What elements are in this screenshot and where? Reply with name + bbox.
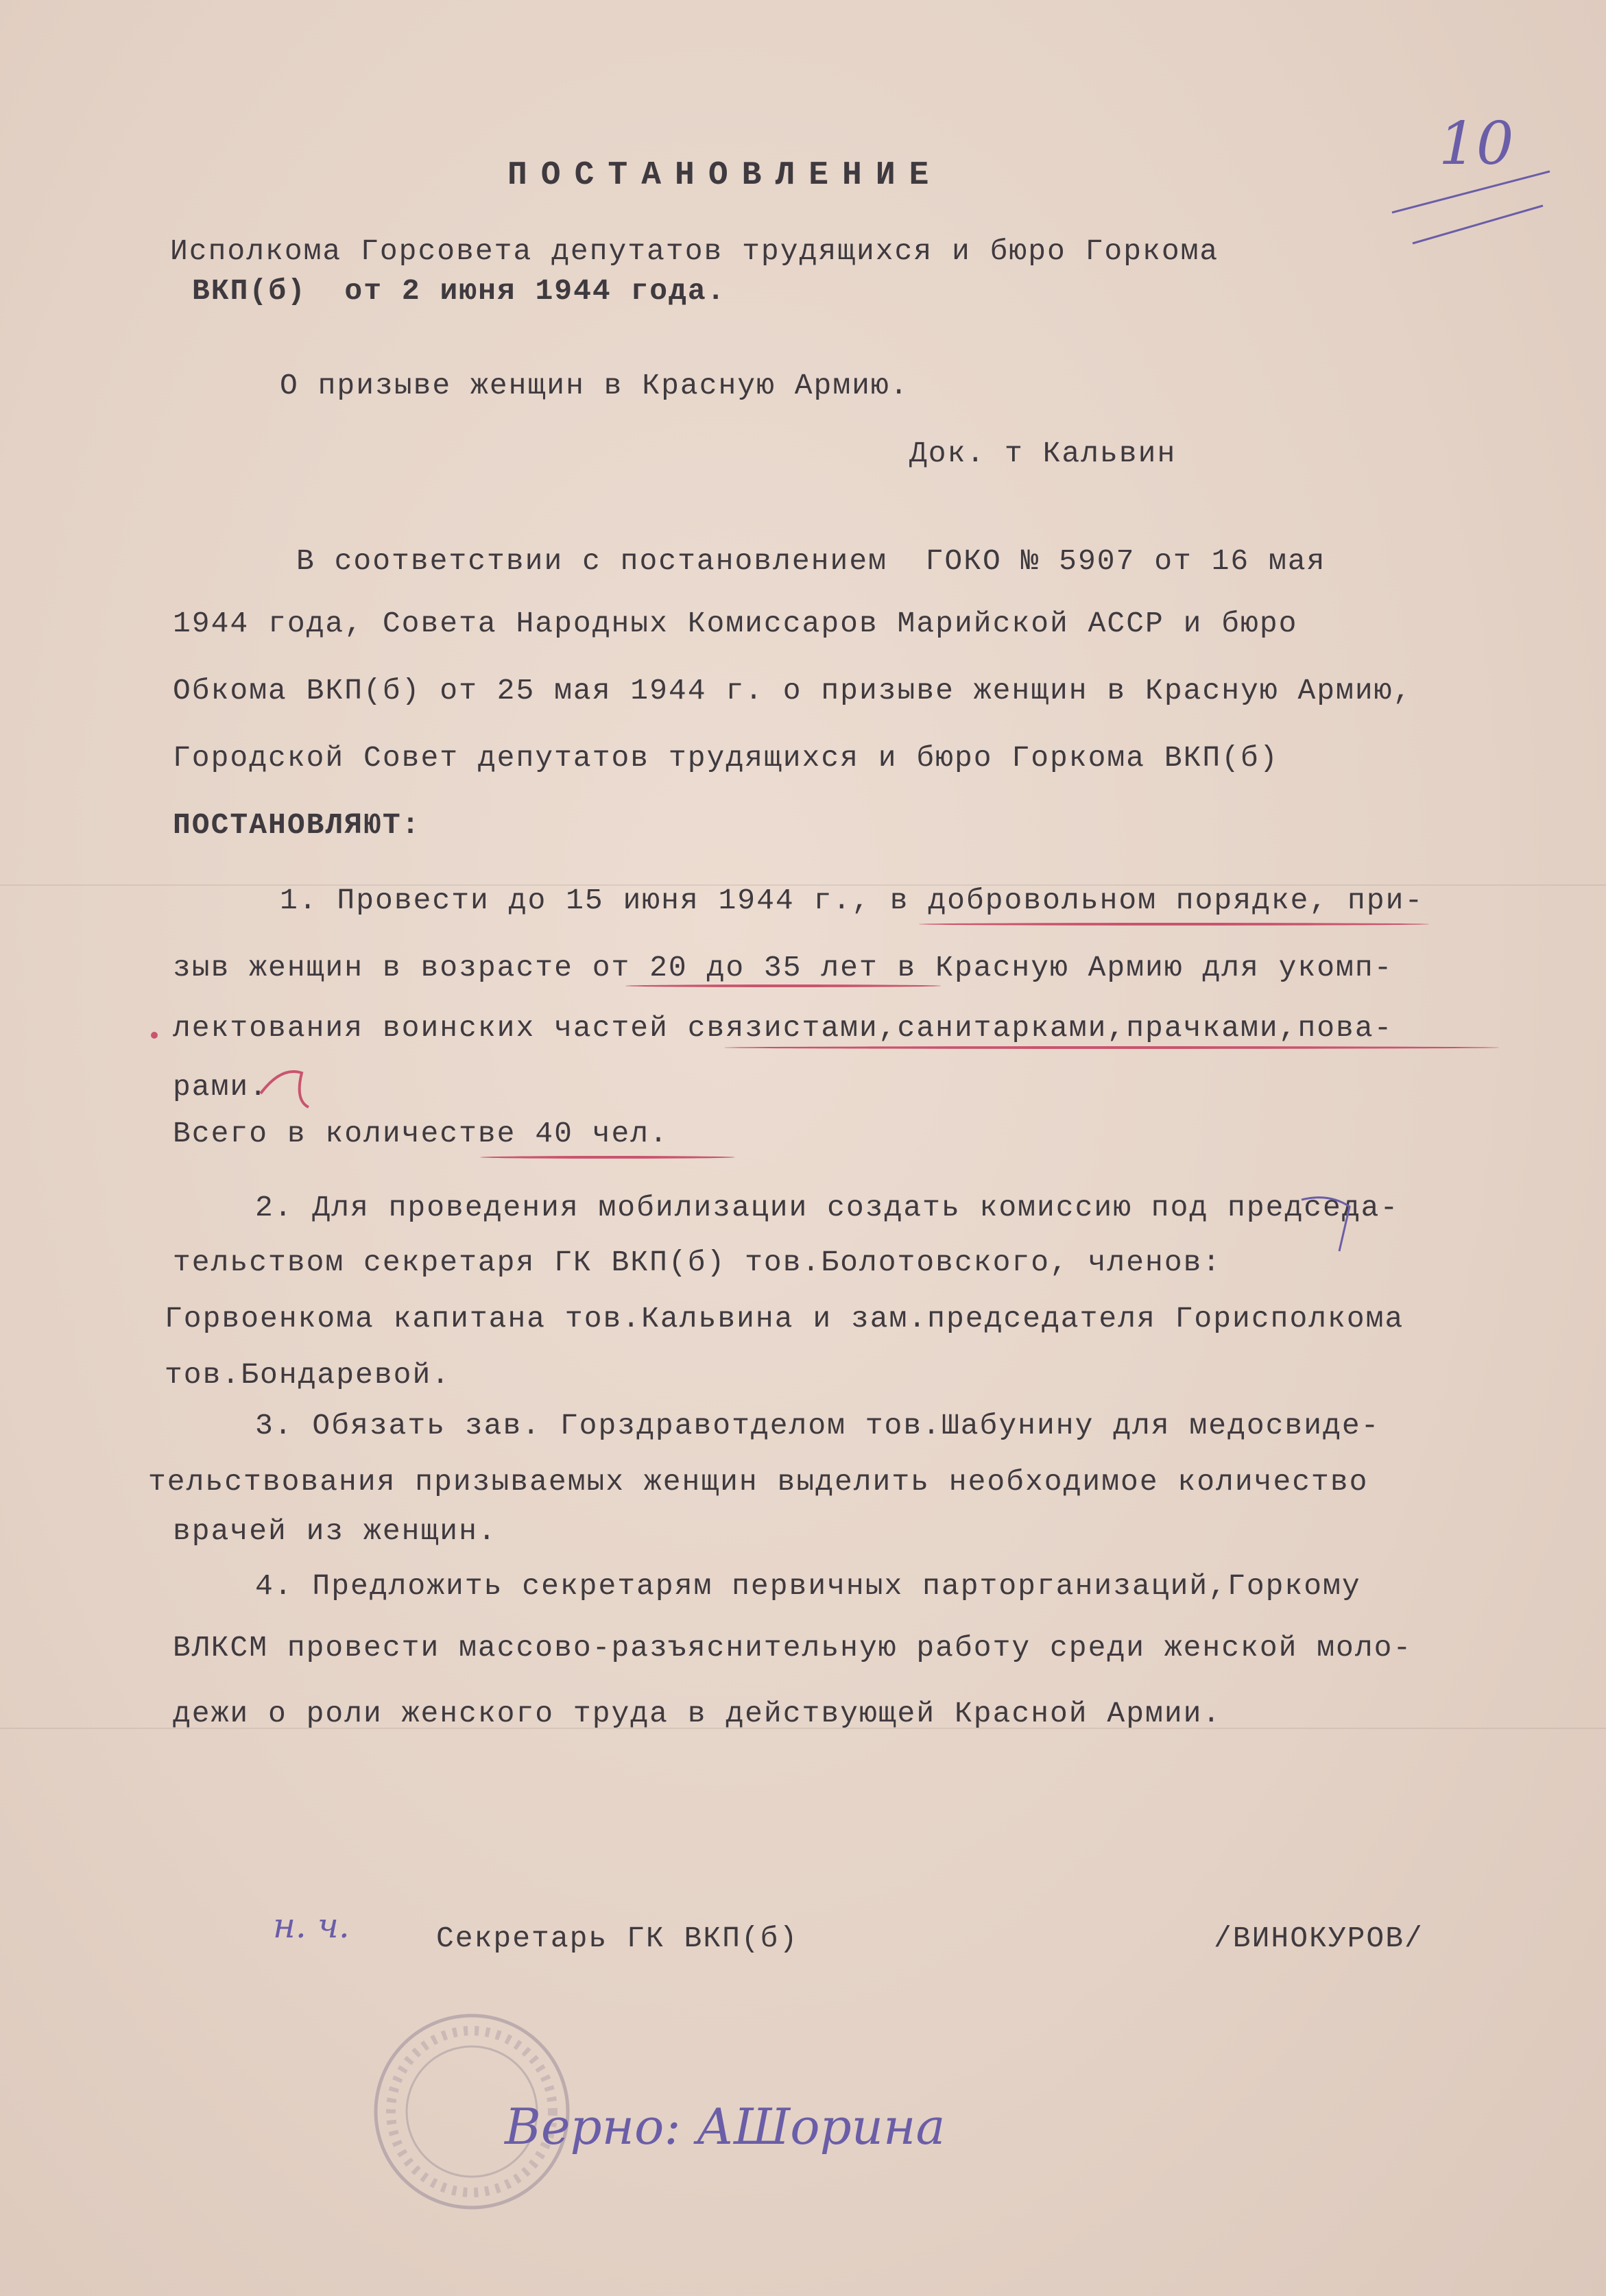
item-1-total: Всего в количестве 40 чел. xyxy=(173,1117,669,1150)
violet-mark xyxy=(1288,1186,1363,1261)
item-1-line: зыв женщин в возрасте от 20 до 35 лет в Красную Армию для укомп- xyxy=(173,951,1393,984)
item-1-line: рами. xyxy=(173,1070,269,1104)
item-4-line: дежи о роли женского труда в действующей Красной Армии. xyxy=(173,1697,1222,1730)
item-1-line: 1. Провести до 15 июня 1944 г., в добровольном порядке, при- xyxy=(280,884,1424,917)
item-4-line: ВЛКСМ провести массово-разъяснительную работу среди женской моло- xyxy=(173,1631,1413,1665)
item-3-line: врачей из женщин. xyxy=(173,1514,497,1548)
verification-handwritten: Верно: АШорина xyxy=(505,2098,946,2155)
red-underline xyxy=(625,984,941,987)
item-4-line: 4. Предложить секретарям первичных парторганизаций,Горкому xyxy=(255,1569,1361,1603)
resolves-heading: ПОСТАНОВЛЯЮТ: xyxy=(173,808,421,842)
red-check-mark xyxy=(254,1059,315,1114)
initials-handwritten: н. ч. xyxy=(273,1906,350,1946)
page-number-handwritten: 10 xyxy=(1439,110,1514,178)
item-2-line: Горвоенкома капитана тов.Кальвина и зам.председателя Горисполкома xyxy=(165,1302,1404,1336)
red-underline xyxy=(724,1046,1499,1049)
red-underline xyxy=(919,923,1429,926)
item-1-line: лектования воинских частей связистами,санитарками,прачками,пова- xyxy=(173,1011,1393,1045)
red-underline xyxy=(480,1156,735,1159)
red-mark xyxy=(137,1022,171,1049)
item-3-line: 3. Обязать зав. Горздравотделом тов.Шабунину для медосвиде- xyxy=(255,1409,1380,1442)
item-2-line: тов.Бондаревой. xyxy=(165,1358,451,1392)
document-title: ПОСТАНОВЛЕНИЕ xyxy=(507,157,943,194)
item-3-line: тельствования призываемых женщин выделить необходимое количество xyxy=(148,1465,1369,1499)
preamble-line: Обкома ВКП(б) от 25 мая 1944 г. о призыве женщин в Красную Армию, xyxy=(173,674,1413,708)
item-2-line: тельством секретаря ГК ВКП(б) тов.Болотовского, членов: xyxy=(173,1246,1222,1279)
signatory-name: /ВИНОКУРОВ/ xyxy=(1214,1922,1424,1955)
signatory-position: Секретарь ГК ВКП(б) xyxy=(436,1922,799,1955)
preamble-line: Городской Совет депутатов трудящихся и бюро Горкома ВКП(б) xyxy=(173,741,1279,775)
pen-stroke xyxy=(1385,165,1557,254)
header-line-2: ВКП(б) от 2 июня 1944 года. xyxy=(192,274,726,308)
preamble-line: 1944 года, Совета Народных Комиссаров Марийской АССР и бюро xyxy=(173,607,1298,640)
item-2-line: 2. Для проведения мобилизации создать комиссию под председа- xyxy=(255,1191,1400,1224)
subject-line: О призыве женщин в Красную Армию. xyxy=(280,369,909,402)
header-line-1: Исполкома Горсовета депутатов трудящихся и бюро Горкома xyxy=(170,234,1219,268)
preamble-line: В соответствии с постановлением ГОКО № 5907 от 16 мая xyxy=(296,544,1326,578)
reporter-line: Док. т Кальвин xyxy=(909,437,1177,470)
